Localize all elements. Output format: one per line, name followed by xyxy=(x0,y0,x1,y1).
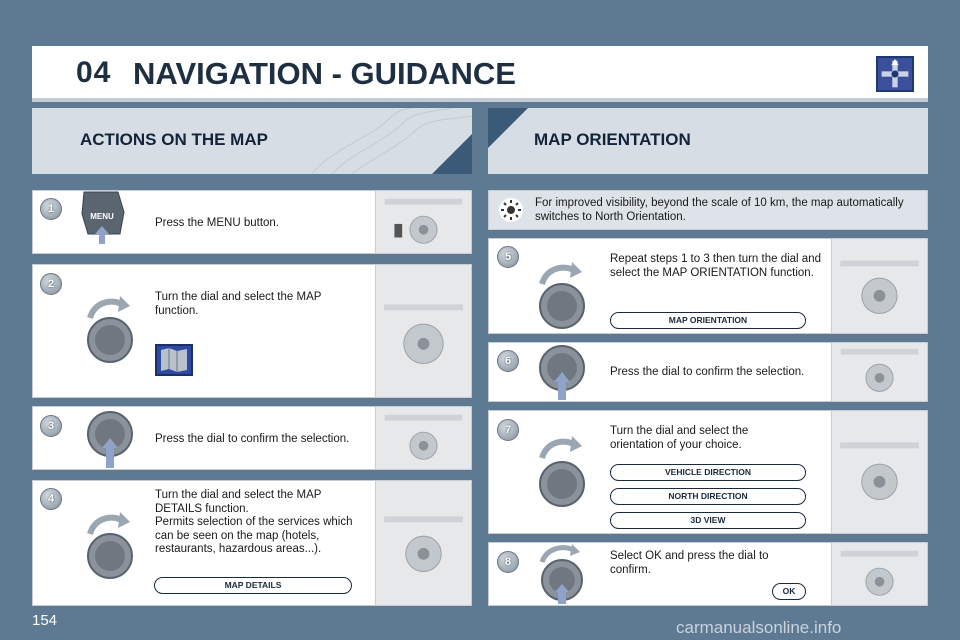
option-3d-view: 3D VIEW xyxy=(610,512,806,529)
step-4-badge: 4 xyxy=(40,488,62,510)
step-4-description: Permits selection of the services which can be seen on the map (hotels, restaurants, hazardous areas...). xyxy=(155,516,353,555)
option-vehicle-direction: VEHICLE DIRECTION xyxy=(610,464,806,481)
press-dial-icon xyxy=(536,344,592,402)
section-title-actions: ACTIONS ON THE MAP xyxy=(80,130,268,149)
step-6-console-image xyxy=(831,343,927,401)
step-4-text: Turn the dial and select the MAP DETAILS function. xyxy=(155,489,322,515)
info-sun-icon xyxy=(499,198,523,222)
option-north-direction: NORTH DIRECTION xyxy=(610,488,806,505)
step-3-console-image xyxy=(375,407,471,469)
step-2-console-image xyxy=(375,265,471,397)
option-ok: OK xyxy=(772,583,806,600)
step-1-console-image xyxy=(375,191,471,253)
rotate-dial-icon xyxy=(84,294,140,364)
chapter-number: 04 xyxy=(76,56,112,89)
info-note xyxy=(488,190,928,230)
rotate-dial-icon xyxy=(536,260,592,330)
step-1-badge: 1 xyxy=(40,198,62,220)
info-text: For improved visibility, beyond the scale of 10 km, the map automatically switches to North Orientation. xyxy=(535,197,904,223)
step-2-badge: 2 xyxy=(40,273,62,295)
step-7-console-image xyxy=(831,411,927,533)
menu-button-icon xyxy=(78,190,128,252)
section-header-actions xyxy=(32,108,472,174)
step-1-text: Press the MENU button. xyxy=(155,217,279,229)
map-folded-icon xyxy=(155,344,193,376)
step-7-badge: 7 xyxy=(497,419,519,441)
page-number: 154 xyxy=(32,612,58,629)
watermark: carmanualsonline.info xyxy=(676,618,842,637)
step-2-text: Turn the dial and select the MAP function. xyxy=(155,291,322,317)
step-4-console-image xyxy=(375,481,471,605)
step-8-text: Select OK and press the dial to confirm. xyxy=(610,550,769,576)
option-map-details: MAP DETAILS xyxy=(154,577,352,594)
step-6-text: Press the dial to confirm the selection. xyxy=(610,366,805,378)
step-8-console-image xyxy=(831,543,927,605)
step-5-console-image xyxy=(831,239,927,333)
section-header-orientation xyxy=(488,108,928,174)
step-5-badge: 5 xyxy=(497,246,519,268)
rotate-dial-icon xyxy=(84,510,140,580)
option-map-orientation: MAP ORIENTATION xyxy=(610,312,806,329)
step-7-text: Turn the dial and select the orientation of your choice. xyxy=(610,425,749,451)
step-3-text: Press the dial to confirm the selection. xyxy=(155,433,350,445)
step-3-badge: 3 xyxy=(40,415,62,437)
menu-button-label: MENU xyxy=(90,212,114,221)
page-title: NAVIGATION - GUIDANCE xyxy=(133,56,516,91)
section-title-orientation: MAP ORIENTATION xyxy=(534,130,691,149)
step-5-text: Repeat steps 1 to 3 then turn the dial and select the MAP ORIENTATION function. xyxy=(610,253,821,279)
press-dial-icon xyxy=(84,408,140,472)
rotate-press-dial-icon xyxy=(536,544,592,606)
navigation-compass-icon xyxy=(876,56,914,92)
rotate-dial-icon xyxy=(536,434,592,510)
step-6-badge: 6 xyxy=(497,350,519,372)
step-8-badge: 8 xyxy=(497,551,519,573)
